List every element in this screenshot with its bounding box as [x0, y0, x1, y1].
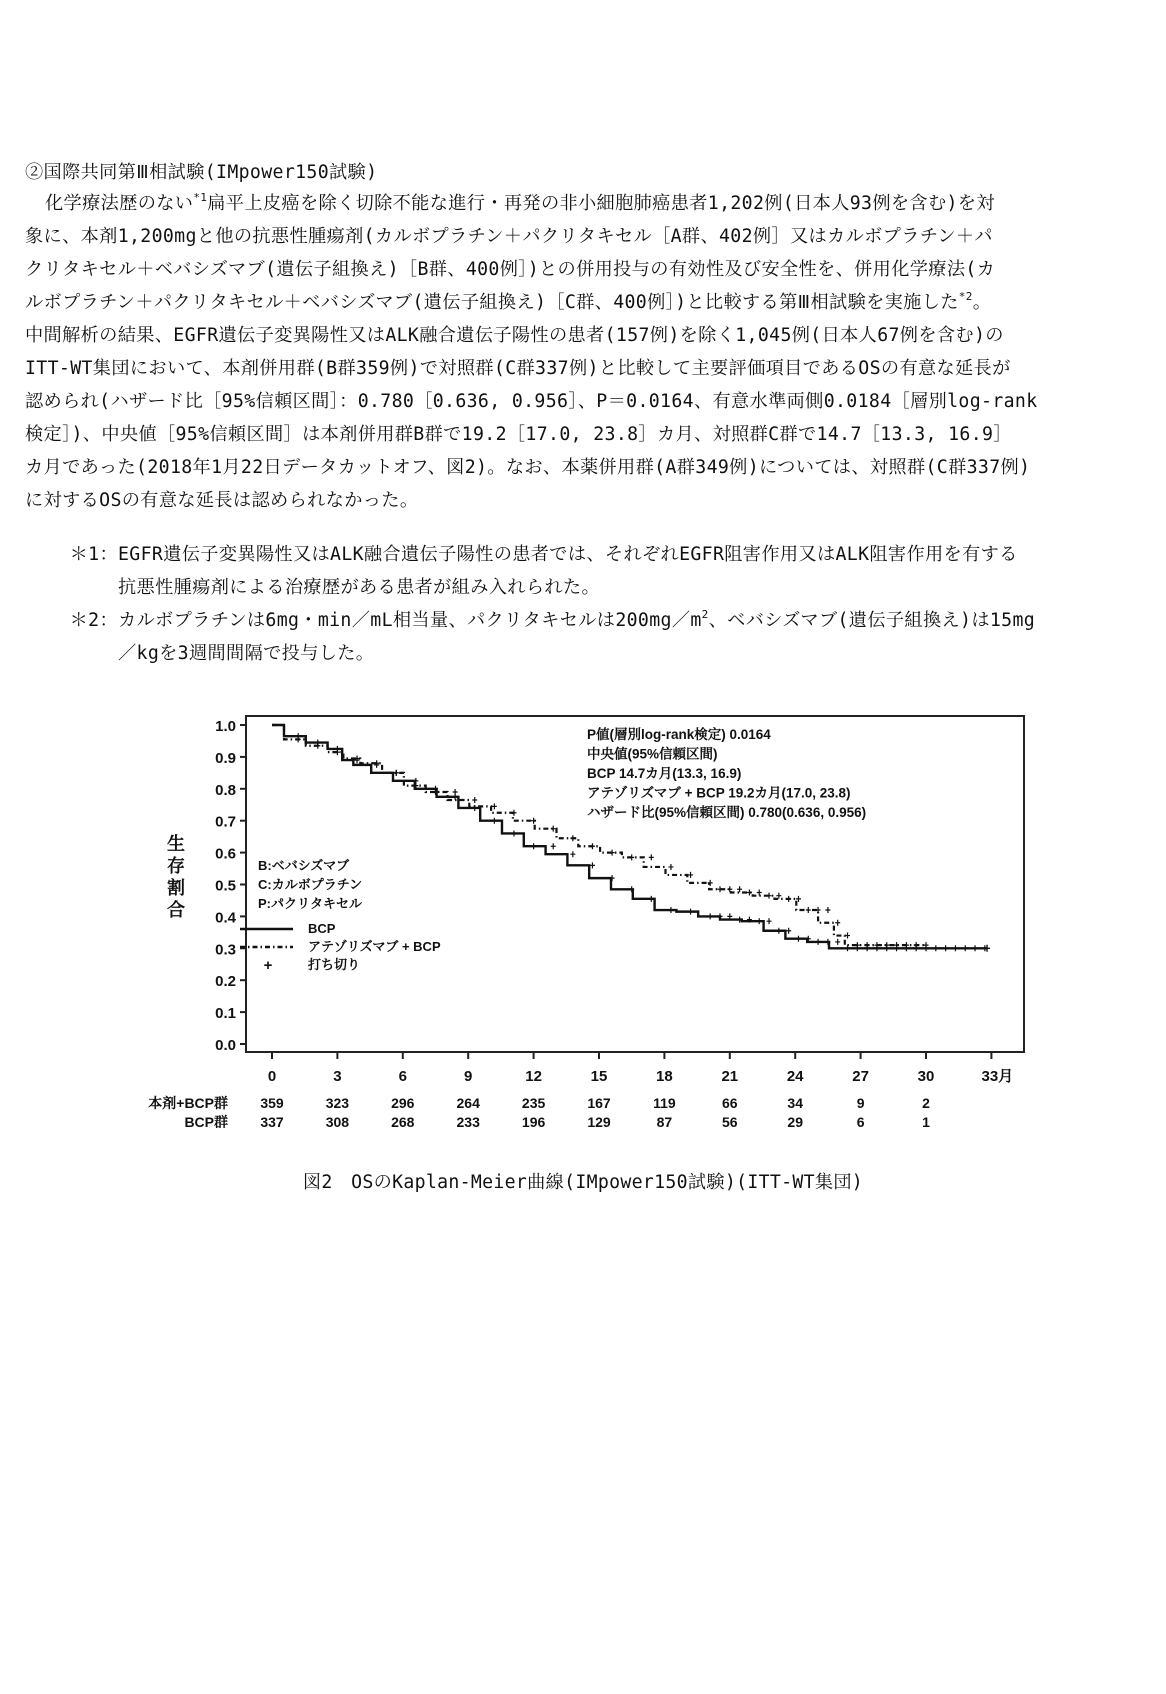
- x-tick-label: 30: [917, 1068, 935, 1085]
- x-tick-label: 18: [656, 1068, 673, 1085]
- legend-label: アテゾリズマブ + BCP: [308, 939, 441, 954]
- censor-mark: [570, 851, 575, 857]
- stat-annotation-line: BCP 14.7カ月(13.3, 16.9): [587, 766, 742, 781]
- censor-mark: [708, 880, 713, 886]
- y-tick-label: 0.1: [215, 1005, 236, 1023]
- censor-mark: [590, 843, 595, 849]
- figure-caption: 図2 OSのKaplan-Meier曲線(IMpower150試験)(ITT-WT集団): [302, 1172, 864, 1193]
- censor-mark: [551, 843, 556, 849]
- censor-mark: [590, 862, 595, 868]
- at-risk-value: 268: [391, 1114, 415, 1128]
- censor-mark: [511, 830, 516, 836]
- at-risk-row-label: BCP群: [184, 1114, 228, 1128]
- censor-mark: [511, 810, 516, 816]
- at-risk-row-label: 本剤+BCP群: [148, 1095, 228, 1111]
- censor-mark: [472, 797, 477, 803]
- y-tick-label: 0.0: [215, 1037, 236, 1054]
- censor-mark: [629, 854, 634, 860]
- chart-legend: [240, 858, 441, 974]
- censor-mark: [757, 918, 762, 924]
- at-risk-value: 233: [456, 1114, 480, 1128]
- censor-mark: [649, 896, 654, 902]
- at-risk-value: 196: [521, 1114, 546, 1128]
- censor-mark: [668, 907, 673, 913]
- at-risk-value: 34: [787, 1095, 803, 1111]
- y-axis-label-char: 割: [167, 878, 185, 898]
- censor-mark: [816, 907, 821, 913]
- censor-mark: [776, 928, 781, 934]
- censor-mark: [747, 889, 752, 895]
- censor-mark: [943, 945, 948, 951]
- x-tick-label: 0: [267, 1068, 277, 1085]
- y-tick-label: 0.4: [215, 909, 236, 927]
- censor-mark: [963, 945, 968, 951]
- censor-mark: [806, 907, 811, 913]
- at-risk-value: 119: [653, 1095, 676, 1111]
- censor-mark: [786, 896, 791, 902]
- at-risk-value: 323: [325, 1095, 350, 1111]
- paragraph-line-6: 認められ(ハザード比［95%信頼区間］：0.780［0.636, 0.956］、P＝0.0164、有意水準両側0.0184［層別log-rank: [25, 391, 1038, 412]
- at-risk-value: 337: [260, 1114, 284, 1128]
- censor-mark: [453, 789, 458, 795]
- paragraph-line-8: カ月であった(2018年1月22日データカットオフ、図2)。なお、本薬併用群(A群349例)については、対照群(C群337例): [25, 457, 1031, 478]
- x-tick-label: 24: [786, 1068, 804, 1085]
- x-tick-label: 12: [525, 1068, 542, 1085]
- censor-mark: [933, 945, 938, 951]
- x-tick-label: 33月: [981, 1068, 1014, 1085]
- abbreviation-line: C:カルボプラチン: [258, 877, 363, 892]
- paragraph-line-4: 中間解析の結果、EGFR遺伝子変異陽性又はALK融合遺伝子陽性の患者(157例)を除く1,045例(日本人67例を含む)の: [25, 325, 1004, 346]
- at-risk-value: 6: [856, 1114, 865, 1128]
- censor-mark: [767, 893, 772, 899]
- at-risk-value: 129: [587, 1114, 611, 1128]
- censor-mark: [835, 939, 840, 945]
- x-tick-label: 3: [333, 1068, 342, 1085]
- censor-mark: [668, 864, 673, 870]
- x-tick-label: 15: [590, 1068, 608, 1085]
- x-tick-label: 9: [464, 1068, 473, 1085]
- paragraph-line-3: ルボプラチン＋パクリタキセル＋ベバシズマブ(遺伝子組換え)［C群、400例］)と比較する第Ⅲ相試験を実施した$^{*2}$。: [25, 290, 992, 313]
- abbreviation-line: B:ベバシズマブ: [258, 858, 350, 873]
- stats-annotations: [587, 726, 866, 820]
- censor-mark: [688, 872, 693, 878]
- at-risk-value: 359: [260, 1095, 284, 1111]
- paragraph-line-7: 検定］)、中央値［95%信頼区間］は本剤併用群B群で19.2［17.0, 23.8］カ月、対照群C群で14.7［13.3, 16.9］: [25, 424, 1012, 445]
- censor-mark: [492, 818, 497, 824]
- y-axis-label-char: 生: [167, 834, 185, 854]
- censor-mark: [649, 854, 654, 860]
- paragraph-line-2: クリタキセル＋ベバシズマブ(遺伝子組換え)［B群、400例］)との併用投与の有効性及び安全性を、併用化学療法(カ: [25, 259, 996, 280]
- y-axis-label-char: 存: [167, 856, 185, 876]
- kaplan-meier-chart: [140, 708, 1030, 1128]
- censor-mark: [767, 918, 772, 924]
- y-tick-label: 0.8: [215, 781, 236, 799]
- censor-mark: [973, 945, 978, 951]
- censor-mark: [531, 843, 536, 849]
- censor-mark: [688, 909, 693, 915]
- paragraph-line-9: に対するOSの有意な延長は認められなかった。: [25, 490, 419, 511]
- at-risk-value: 1: [922, 1114, 930, 1128]
- y-tick-label: 0.5: [215, 877, 236, 895]
- at-risk-value: 308: [325, 1114, 350, 1128]
- censor-mark: [816, 939, 821, 945]
- at-risk-value: 66: [722, 1095, 738, 1111]
- at-risk-value: 2: [922, 1095, 930, 1111]
- y-tick-label: 0.7: [215, 813, 236, 831]
- censor-mark: [394, 770, 399, 776]
- censor-mark: [492, 803, 497, 809]
- censor-mark: [531, 818, 536, 824]
- censor-mark: [551, 826, 556, 832]
- censor-mark: [717, 886, 722, 892]
- y-tick-label: 0.3: [215, 941, 236, 959]
- footnote-2: ＊2：カルボプラチンは6mg・min／mL相当量、パクリタキセルは$200mg/m^2$、ベバシズマブ(遺伝子組換え)は15mg ／kgを3週間間隔で投与した。: [69, 608, 1036, 664]
- censor-mark: [610, 850, 615, 856]
- legend-label: 打ち切り: [308, 957, 361, 972]
- section-heading: ②国際共同第Ⅲ相試験(IMpower150試験): [25, 162, 378, 183]
- at-risk-value: 29: [787, 1114, 803, 1128]
- x-axis: [268, 1052, 1013, 1085]
- censor-mark: [570, 835, 575, 841]
- stat-annotation-line: P値(層別log-rank検定) 0.0164: [587, 727, 771, 742]
- at-risk-table: [148, 1095, 930, 1128]
- at-risk-value: 235: [521, 1095, 546, 1111]
- body-paragraph: [25, 187, 1038, 517]
- at-risk-value: 87: [656, 1114, 673, 1128]
- y-axis: [167, 718, 246, 1054]
- y-tick-label: 0.9: [215, 749, 236, 767]
- paragraph-line-0: 化学療法歴のない$^{*1}$扁平上皮癌を除く切除不能な進行・再発の非小細胞肺癌患者1,202例(日本人93例を含む)を対: [45, 191, 995, 214]
- x-tick-label: 27: [852, 1068, 869, 1085]
- y-tick-label: 0.6: [215, 845, 236, 863]
- y-tick-label: 1.0: [215, 718, 236, 735]
- censor-mark: [786, 928, 791, 934]
- censor-mark: [796, 936, 801, 942]
- at-risk-value: 264: [456, 1095, 480, 1111]
- x-tick-label: 21: [721, 1068, 739, 1085]
- footnote-1: ＊1：EGFR遺伝子変異陽性又はALK融合遺伝子陽性の患者では、それぞれEGFR阻害作用又はALK阻害作用を有する 抗悪性腫瘍剤による治療歴がある患者が組み入れられた。: [69, 544, 1018, 598]
- censor-mark: [757, 889, 762, 895]
- at-risk-value: 56: [722, 1114, 738, 1128]
- stat-annotation-line: アテゾリズマブ + BCP 19.2カ月(17.0, 23.8): [587, 785, 851, 801]
- censor-mark: [708, 913, 713, 919]
- y-axis-label-char: 合: [167, 900, 185, 920]
- legend-label: BCP: [308, 921, 336, 936]
- censor-mark: [845, 933, 850, 939]
- censor-mark: [835, 920, 840, 926]
- abbreviation-line: P:パクリタキセル: [258, 896, 363, 911]
- y-tick-label: 0.2: [215, 973, 236, 991]
- legend-censor-icon: +: [263, 957, 273, 974]
- censor-mark: [953, 945, 958, 951]
- x-tick-label: 6: [398, 1068, 407, 1085]
- censor-mark: [825, 907, 830, 913]
- stat-annotation-line: ハザード比(95%信頼区間) 0.780(0.636, 0.956): [587, 805, 867, 820]
- at-risk-value: 9: [856, 1095, 865, 1111]
- paragraph-line-5: ITT-WT集団において、本剤併用群(B群359例)で対照群(C群337例)と比較して主要評価項目であるOSの有意な延長が: [25, 358, 1011, 379]
- paragraph-line-1: 象に、本剤1,200mgと他の抗悪性腫瘍剤(カルボプラチン＋パクリタキセル［A群、402例］又はカルボプラチン＋パ: [25, 226, 993, 247]
- stat-annotation-line: 中央値(95%信頼区間): [587, 746, 718, 762]
- at-risk-value: 296: [391, 1095, 415, 1111]
- at-risk-value: 167: [587, 1095, 611, 1111]
